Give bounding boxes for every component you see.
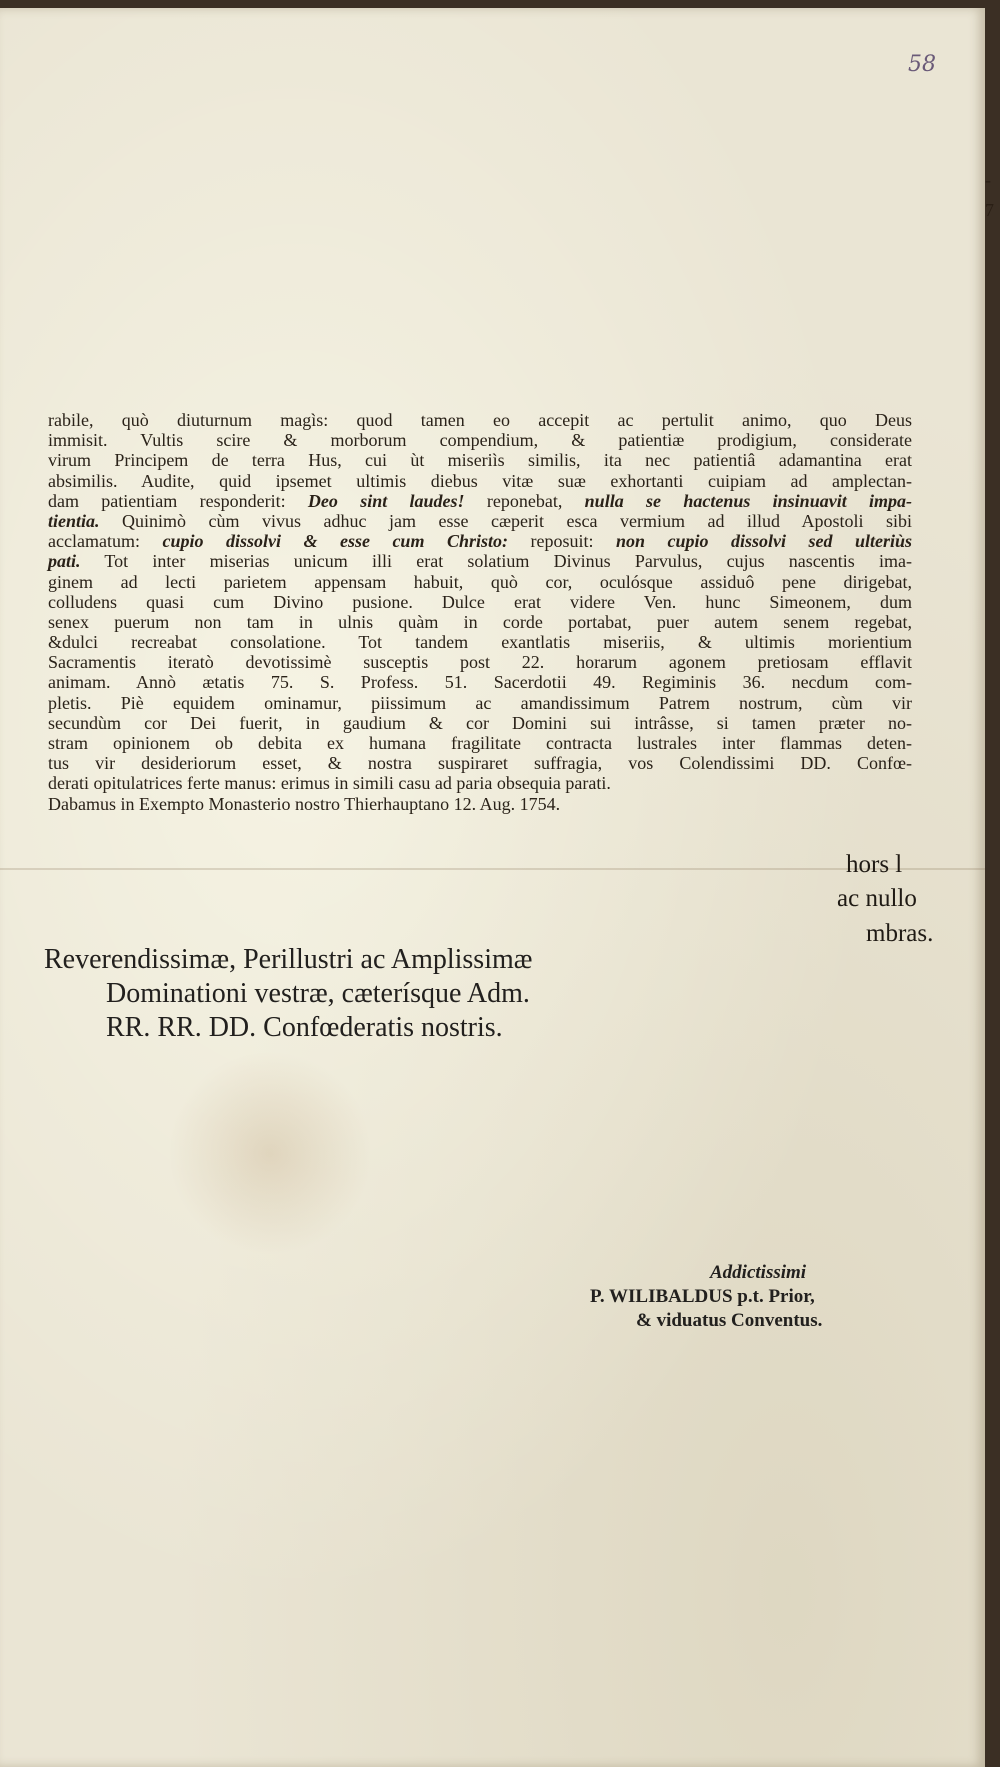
body-segment: dam patientiam responderit: bbox=[48, 490, 308, 511]
body-segment: Tot inter miserias unicum illi erat solatium Divinus Parvulus, cujus nascentis ima- bbox=[80, 551, 912, 572]
body-segment: absimilis. Audite, quid ipsemet ultimis diebus vitæ suæ exhortanti cuipiam ad amplectan- bbox=[48, 470, 912, 491]
edge-mark-2: 7 bbox=[985, 200, 994, 220]
body-italic-segment: non cupio dissolvi sed ulteriùs bbox=[615, 531, 913, 552]
body-line bbox=[48, 672, 912, 692]
overlay-fragment-2: ac nullo bbox=[837, 885, 917, 912]
body-line bbox=[48, 612, 912, 632]
body-line bbox=[48, 572, 912, 592]
body-segment: reponebat, bbox=[464, 490, 585, 511]
body-italic-segment: tientia. bbox=[48, 510, 100, 531]
paper-fold bbox=[0, 868, 985, 870]
body-line bbox=[48, 753, 912, 773]
body-segment: acclamatum: bbox=[48, 531, 163, 552]
body-line bbox=[48, 632, 912, 652]
body-line bbox=[48, 773, 912, 793]
body-segment: derati opitulatrices ferte manus: erimus in simili casu ad paria obsequia parati. bbox=[48, 773, 611, 794]
address-line-1: Reverendissimæ, Perillustri ac Amplissimæ bbox=[44, 944, 533, 975]
body-segment: Dabamus in Exempto Monasterio nostro Thierhauptano 12. Aug. 1754. bbox=[48, 793, 561, 814]
body-segment: colludens quasi cum Divino pusione. Dulce erat videre Ven. hunc Simeonem, dum bbox=[48, 591, 912, 612]
body-line bbox=[48, 511, 912, 531]
body-italic-segment: Deo sint laudes! bbox=[307, 490, 465, 511]
body-line bbox=[48, 551, 912, 571]
body-line bbox=[48, 450, 912, 470]
body-segment: immisit. Vultis scire & morborum compendium, & patientiæ prodigium, considerate bbox=[48, 430, 912, 451]
body-text bbox=[48, 410, 912, 814]
body-segment: reposuit: bbox=[507, 531, 616, 552]
body-segment: animam. Annò ætatis 75. S. Profess. 51. Sacerdotii 49. Regiminis 36. necdum com- bbox=[48, 672, 912, 693]
body-italic-segment: cupio dissolvi & esse cum Christo: bbox=[162, 531, 508, 552]
body-segment: secundùm cor Dei fuerit, in gaudium & cor Domini sui intrâsse, si tamen præter no- bbox=[48, 712, 912, 733]
address-line-2: Dominationi vestræ, cæterísque Adm. bbox=[106, 978, 530, 1009]
body-line bbox=[48, 471, 912, 491]
body-line bbox=[48, 652, 912, 672]
body-line bbox=[48, 592, 912, 612]
overlay-fragment-1: hors l bbox=[846, 851, 903, 878]
signature-name: P. WILIBALDUS p.t. Prior, bbox=[590, 1286, 815, 1307]
body-line bbox=[48, 713, 912, 733]
edge-mark-1: - bbox=[985, 170, 991, 190]
body-segment: ginem ad lecti parietem appensam habuit, quò cor, oculósque assiduô pene dirigebat, bbox=[48, 571, 912, 592]
address-block bbox=[44, 943, 744, 1045]
body-italic-segment: pati. bbox=[48, 551, 81, 572]
body-line bbox=[48, 410, 912, 430]
body-segment: Quinimò cùm vivus adhuc jam esse cæperit esca vermium ad illud Apostoli sibi bbox=[99, 510, 912, 531]
page-number: 58 bbox=[908, 52, 936, 77]
body-segment: pletis. Piè equidem ominamur, piissimum ac amandissimum Patrem nostrum, cùm vir bbox=[48, 692, 912, 713]
body-segment: tus vir desideriorum esset, & nostra suspiraret suffragia, vos Colendissimi DD. Confœ- bbox=[48, 753, 912, 774]
body-line bbox=[48, 794, 912, 814]
signature-convent: & viduatus Conventus. bbox=[636, 1310, 823, 1331]
body-segment: Sacramentis iteratò devotissimè susceptis post 22. horarum agonem pretiosam efflavit bbox=[48, 652, 912, 673]
body-line bbox=[48, 491, 912, 511]
body-italic-segment: nulla se hactenus insinuavit impa- bbox=[584, 490, 913, 511]
signature-closing: Addictissimi bbox=[710, 1262, 807, 1283]
document-page bbox=[0, 8, 985, 1767]
signature-block bbox=[590, 1261, 900, 1333]
body-segment: &dulci recreabat consolatione. Tot tandem exantlatis miseriis, & ultimis morientium bbox=[48, 632, 912, 653]
paper-stain bbox=[170, 1048, 370, 1258]
body-segment: stram opinionem ob debita ex humana fragilitate contracta lustrales inter flammas deten- bbox=[48, 733, 912, 753]
body-segment: rabile, quò diuturnum magìs: quod tamen eo accepit ac pertulit animo, quo Deus bbox=[48, 410, 912, 430]
body-line bbox=[48, 430, 912, 450]
body-segment: senex puerum non tam in ulnis quàm in corde portabat, puer autem senem regebat, bbox=[48, 611, 912, 632]
body-line bbox=[48, 693, 912, 713]
overlay-fragment-3: mbras. bbox=[866, 920, 934, 947]
body-segment: virum Principem de terra Hus, cui ùt miseriìs similis, ita nec patientiâ adamantina erat bbox=[48, 450, 912, 471]
body-line bbox=[48, 531, 912, 551]
address-line-3: RR. RR. DD. Confœderatis nostris. bbox=[106, 1012, 503, 1043]
body-line bbox=[48, 733, 912, 753]
